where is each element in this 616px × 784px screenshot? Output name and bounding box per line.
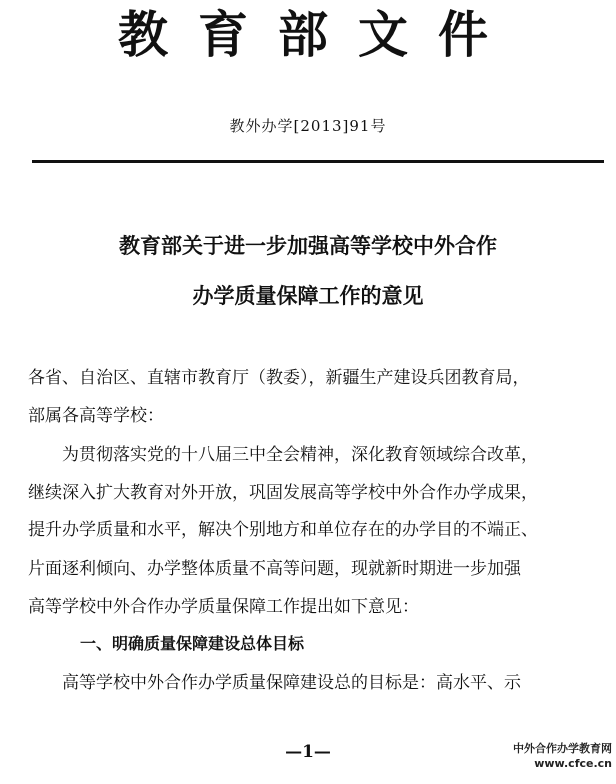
document-title-line-2: 办学质量保障工作的意见 [192,284,424,308]
watermark-site-name: 中外合作办学教育网 [513,742,612,755]
paragraph-1-line-2: 继续深入扩大教育对外开放，巩固发展高等学校中外合作办学成果， [28,483,538,503]
site-watermark [513,741,612,771]
header-divider-line [32,160,604,163]
paragraph-2-line-1: 高等学校中外合作办学质量保障建设总的目标是：高水平、示 [62,673,521,693]
watermark-url: www.cfce.cn [534,757,612,770]
document-issuer-heading: 教育部文件 [118,5,518,64]
paragraph-1-line-5: 高等学校中外合作办学质量保障工作提出如下意见： [28,597,419,617]
salutation-line-1: 各省、自治区、直辖市教育厅（教委），新疆生产建设兵团教育局， [28,368,530,388]
page-number: —1— [285,742,331,762]
document-number: 教外办学[2013]91号 [229,117,387,135]
paragraph-1-line-3: 提升办学质量和水平，解决个别地方和单位存在的办学目的不端正、 [28,520,538,540]
salutation-line-2: 部属各高等学校： [28,406,164,426]
paragraph-1-line-4: 片面逐利倾向、办学整体质量不高等问题，现就新时期进一步加强 [28,559,521,579]
paragraph-1-line-1: 为贯彻落实党的十八届三中全会精神，深化教育领域综合改革， [62,445,538,465]
document-title-line-1: 教育部关于进一步加强高等学校中外合作 [119,234,497,258]
section-1-heading: 一、明确质量保障建设总体目标 [80,634,305,653]
